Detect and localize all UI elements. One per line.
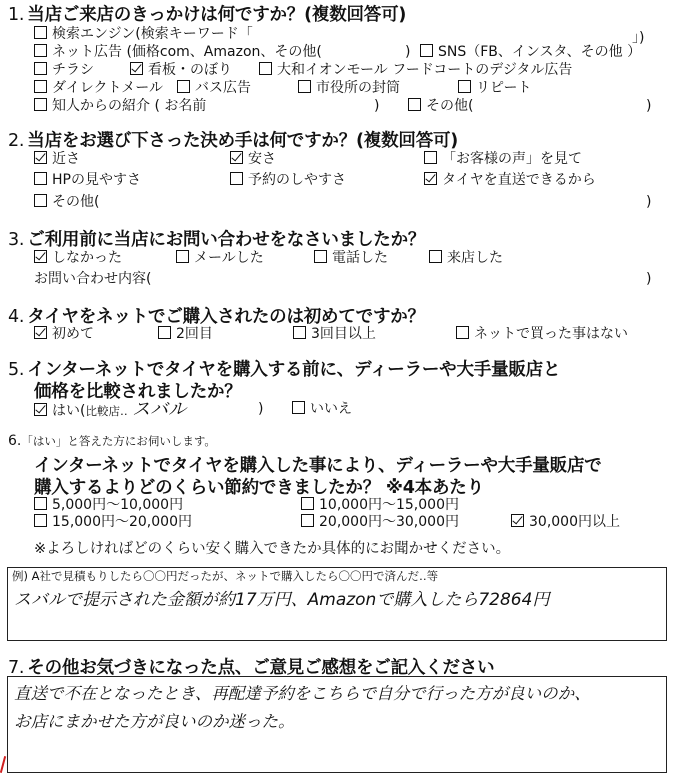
q2-title [8, 127, 458, 152]
q1-option-search-close: 」) [632, 30, 645, 46]
q2-number: 2. [8, 131, 25, 151]
checkbox[interactable] [458, 80, 471, 93]
q4-option-third[interactable]: 3回目以上 [293, 326, 376, 343]
q7-title: 7. その他お気づきになった点、ご意見ご感想をご記入ください [8, 658, 495, 678]
checkbox-checked[interactable] [230, 151, 243, 164]
q1-number: 1. [8, 5, 25, 25]
q1-title-text: 当店ご来店のきっかけは何ですか？(複数回答可) [27, 5, 407, 25]
q7-handwritten-line2: お店にまかせた方が良いのか迷った。 [14, 712, 295, 731]
checkbox[interactable] [158, 326, 171, 339]
q2-option-voice[interactable]: 「お客様の声」を見て [424, 151, 582, 168]
q4-title [8, 303, 425, 328]
q2-option-direct[interactable]: タイヤを直送できるから [424, 172, 596, 189]
q1-option-sns[interactable]: SNS（FB、インスタ、その他 ） [420, 44, 641, 61]
q1-title [8, 1, 406, 26]
q7-number: 7. [8, 658, 25, 678]
q6-option-c[interactable]: 15,000円〜20,000円 [34, 514, 192, 531]
checkbox[interactable] [34, 62, 47, 75]
q3-title-text: ご利用前に当店にお問い合わせをなさいましたか？ [27, 230, 426, 250]
q2-title-text: 当店をお選び下さった決め手は何ですか？(複数回答可) [27, 131, 459, 151]
q5-option-yes[interactable]: はい(比較店‥ スバル [34, 401, 186, 420]
q5-number: 5. [8, 360, 25, 380]
q6-request: ※よろしければどのくらい安く購入できたか具体的にお聞かせください。 [34, 541, 511, 557]
checkbox[interactable] [34, 497, 47, 510]
q2-option-reserve[interactable]: 予約のしやすさ [230, 172, 346, 189]
q5-handwritten-store: スバル [132, 399, 187, 420]
q5-title-line2: 価格を比較されましたか？ [34, 382, 242, 402]
checkbox[interactable] [298, 80, 311, 93]
q4-option-first[interactable]: 初めて [34, 326, 94, 343]
q6-title-line2: 購入するよりどのくらい節約できましたか？ ※4本あたり [34, 478, 484, 498]
q3-option-phone[interactable]: 電話した [314, 250, 388, 267]
q4-number: 4. [8, 307, 25, 327]
q3-title [8, 226, 425, 251]
q4-option-never[interactable]: ネットで買った事はない [456, 326, 628, 343]
q6-title-line1: インターネットでタイヤを購入した事により、ディーラーや大手量販店で [34, 456, 602, 476]
q3-option-mail[interactable]: メールした [176, 250, 264, 267]
q1-option-other[interactable]: その他( [408, 98, 473, 115]
q1-option-bus[interactable]: バス広告 [177, 80, 251, 97]
checkbox[interactable] [301, 497, 314, 510]
q3-inquiry-label: お問い合わせ内容( [34, 271, 152, 287]
checkbox[interactable] [424, 151, 437, 164]
q6-option-d[interactable]: 20,000円〜30,000円 [301, 514, 459, 531]
checkbox-checked[interactable] [34, 250, 47, 263]
checkbox[interactable] [176, 250, 189, 263]
checkbox-checked[interactable] [511, 514, 524, 527]
q1-option-aeon[interactable]: 大和イオンモール フードコートのデジタル広告 [259, 62, 572, 79]
q1-option-dm[interactable]: ダイレクトメール [34, 80, 163, 97]
q4-option-second[interactable]: 2回目 [158, 326, 213, 343]
checkbox[interactable] [420, 44, 433, 57]
q5-compare-label: 比較店‥ [85, 404, 128, 418]
q7-handwritten-line1: 直送で不在となったとき、再配達予約をこちらで自分で行った方が良いのか、 [14, 684, 591, 703]
checkbox[interactable] [230, 172, 243, 185]
checkbox[interactable] [34, 194, 47, 207]
checkbox[interactable] [177, 80, 190, 93]
q3-number: 3. [8, 230, 25, 250]
q6-option-b[interactable]: 10,000円〜15,000円 [301, 497, 459, 514]
checkbox[interactable] [456, 326, 469, 339]
checkbox[interactable] [314, 250, 327, 263]
checkbox-checked[interactable] [130, 62, 143, 75]
q2-option-other[interactable]: その他( [34, 194, 99, 211]
q6-option-e[interactable]: 30,000円以上 [511, 514, 620, 531]
q2-option-near[interactable]: 近さ [34, 151, 80, 168]
q1-option-other-close: ) [646, 98, 652, 114]
checkbox[interactable] [292, 401, 305, 414]
q1-option-sign[interactable]: 看板・のぼり [130, 62, 232, 79]
q1-option-intro-close: ) [374, 98, 380, 114]
q5-option-yes-close: ) [258, 401, 264, 417]
checkbox[interactable] [34, 514, 47, 527]
q1-option-repeat[interactable]: リピート [458, 80, 531, 97]
q6-example: 例) A社で見積もりしたら〇〇円だったが、ネットで購入したら〇〇円で済んだ‥等 [12, 569, 439, 583]
q1-option-intro[interactable]: 知人からの紹介 ( お名前 [34, 98, 206, 115]
checkbox[interactable] [408, 98, 421, 111]
q6-number: 6. [8, 433, 22, 449]
checkbox[interactable] [34, 44, 47, 57]
checkbox[interactable] [34, 26, 47, 39]
q5-title-line1: 5. インターネットでタイヤを購入する前に、ディーラーや大手量販店と [8, 360, 561, 380]
checkbox[interactable] [293, 326, 306, 339]
q1-option-flyer[interactable]: チラシ [34, 62, 94, 79]
q2-option-other-close: ) [646, 194, 652, 210]
q4-title-text: タイヤをネットでご購入されたのは初めてですか？ [27, 307, 425, 327]
q6-intro: 6.「はい」と答えた方にお伺いします。 [8, 433, 216, 449]
q3-option-none[interactable]: しなかった [34, 250, 122, 267]
checkbox[interactable] [429, 250, 442, 263]
q2-option-cheap[interactable]: 安さ [230, 151, 276, 168]
q3-inquiry-close: ) [646, 271, 652, 287]
q1-option-netad-close: ) [405, 44, 411, 60]
checkbox[interactable] [34, 98, 47, 111]
q3-option-visit[interactable]: 来店した [429, 250, 503, 267]
checkbox-checked[interactable] [34, 326, 47, 339]
checkbox-checked[interactable] [34, 403, 47, 416]
q5-option-no[interactable]: いいえ [292, 401, 352, 418]
q1-option-netad[interactable]: ネット広告 (価格com、Amazon、その他( [34, 44, 322, 61]
q1-option-search[interactable]: 検索エンジン(検索キーワード「 [34, 26, 253, 43]
checkbox-checked[interactable] [424, 172, 437, 185]
checkbox[interactable] [259, 62, 272, 75]
checkbox[interactable] [301, 514, 314, 527]
checkbox[interactable] [34, 80, 47, 93]
q1-option-city[interactable]: 市役所の封筒 [298, 80, 400, 97]
q2-option-hp[interactable]: HPの見やすさ [34, 172, 141, 189]
q6-option-a[interactable]: 5,000円〜10,000円 [34, 497, 183, 514]
q6-handwritten-answer: スバルで提示された金額が約17万円、Amazonで購入したら72864円 [14, 590, 550, 610]
checkbox-checked[interactable] [34, 151, 47, 164]
checkbox[interactable] [34, 172, 47, 185]
red-pen-mark [0, 756, 6, 773]
